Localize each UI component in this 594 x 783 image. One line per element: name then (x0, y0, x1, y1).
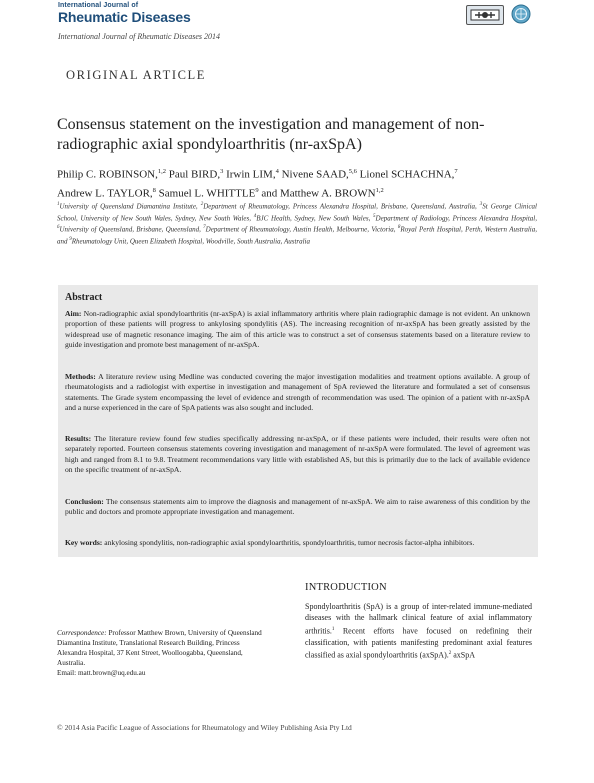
abstract-aim (65, 309, 530, 350)
copyright-footer: © 2014 Asia Pacific League of Associations for Rheumatology and Wiley Publishing Asia Pty Ltd (57, 723, 352, 732)
affil-number: 5 (373, 213, 376, 219)
correspondence-email: Email: matt.brown@uq.edu.au (57, 669, 146, 678)
author-name: and Matthew A. BROWN (261, 187, 376, 200)
affil-number: 2 (200, 202, 204, 207)
keywords-text: ankylosing spondylitis, non-radiographic axial spondyloarthritis, spondyloarthritis, tumor necrosis factor-alpha inhibitors. (104, 538, 475, 547)
affil-number: 7 (203, 225, 206, 231)
affil-text: Department of Rheumatology, Princess Alexandra Hospital, Brisbane, Queensland, Australia, (203, 202, 477, 211)
abstract-conclusion (65, 497, 530, 518)
abstract-aim-text: Non-radiographic axial spondyloarthritis (nr-axSpA) is axial inflammatory arthritis where plain radiographic damage is not evident. An unknown proportion of these patients will progress to ankylosing spondylitis (AS). The increasing recognition of nr-axSpA has been greatly assisted by the widespread use of magnetic resonance imaging. The aim of this article was to construct a set of consensus statements based on a literature review to guide investigation and promote best management of nr-axSpA. (65, 309, 530, 349)
author-name: Irwin LIM, (226, 168, 276, 181)
affil-text: Department of Rheumatology, Austin Health, Melbourne, Victoria, (205, 225, 396, 234)
correspondence-label: Correspondence: (57, 629, 107, 637)
journal-name-small: International Journal of (58, 2, 139, 9)
affil-number: 4 (253, 213, 257, 219)
article-type: ORIGINAL ARTICLE (66, 68, 206, 82)
author-name: Andrew L. TAYLOR, (57, 187, 153, 200)
affil-number: 3 (479, 202, 483, 207)
author-name: Paul BIRD, (168, 168, 221, 181)
affil-text: University of Queensland Diamantina Institute, (59, 202, 198, 211)
article-title: Consensus statement on the investigation and management of non-radiographic axial spondyloarthritis (nr-axSpA) (57, 116, 485, 153)
abstract-methods (65, 372, 530, 413)
introduction-text: axSpA (451, 650, 476, 660)
correspondence (57, 628, 267, 678)
author-list (57, 164, 557, 202)
citation-ref: 1 (331, 626, 335, 632)
author-affil-ref: 1,2 (157, 168, 166, 175)
journal-name: Rheumatic Diseases (58, 9, 191, 25)
league-logo-icon (466, 5, 504, 25)
author-affil-ref: 3 (220, 168, 224, 175)
abstract-results (65, 434, 530, 475)
affil-text: Rheumatology Unit, Queen Elizabeth Hospital, Woodville, South Australia, Australia (71, 237, 310, 246)
author-affil-ref: 9 (255, 187, 259, 195)
citation-ref: 2 (448, 650, 452, 656)
author-affil-ref: 8 (152, 187, 156, 195)
abstract-conclusion-text: The consensus statements aim to improve the diagnosis and management of nr-axSpA. We aim to raise awareness of this condition by the public and doctors and promote appropriate investigation and management. (65, 497, 530, 517)
introduction-text: Spondyloarthritis (SpA) is a group of inter-related immune-mediated diseases with the hallmark clinical feature of axial inflammatory arthritis. (305, 602, 532, 636)
abstract-conclusion-label: Conclusion: (65, 497, 104, 506)
affil-number: 9 (69, 236, 72, 242)
author-affil-ref: 7 (454, 168, 458, 175)
affil-text: Department of Radiology, Princess Alexandra Hospital, (375, 213, 538, 222)
author-affil-ref: 1,2 (375, 187, 384, 195)
globe-seal-icon (511, 4, 531, 24)
introduction-text: Recent efforts have focused on redefining their classification, with patients manifesting predominant axial features classified as axial spondyloarthritis (axSpA). (305, 626, 532, 660)
abstract-methods-text: A literature review using Medline was conducted covering the major investigation modalities and treatment options available. A group of rheumatologists and a radiologist with expertise in investigation and management of SpA reviewed the literature and formulated a set of consensus statements. The Grade system encompassing the level of evidence and strength of recommendation was used. The opinion of a patient with nr-axSpA and a nurse experienced in the care of SpA patients was also sought and included. (65, 372, 530, 412)
affil-number: 8 (397, 225, 401, 231)
affil-text: Royal Perth Hospital, Perth, Western Australia, and (57, 225, 538, 246)
affil-number: 6 (57, 225, 60, 231)
author-name: Philip C. ROBINSON, (57, 168, 158, 181)
affil-text: BJC Health, Sydney, New South Wales, (256, 213, 371, 222)
author-affil-ref: 4 (275, 168, 279, 175)
author-name: Lionel SCHACHNA, (359, 168, 455, 181)
correspondence-text: Professor Matthew Brown, University of Queensland Diamantina Institute, Translational Research Building, Princess Alexandra Hospital, 37 Kent Street, Woolloogabba, Queensland, Australia. (57, 629, 262, 668)
author-name: Samuel L. WHITTLE (158, 187, 256, 200)
introduction-body (305, 601, 532, 661)
keywords-label: Key words: (65, 538, 103, 547)
abstract-results-text: The literature review found few studies specifically addressing nr-axSpA, or if these patients were included, their results were often not separately reported. Fourteen consensus statements covering investigation and management of nr-axSpA were formulated. The level of agreement was high and ranged from 8.1 to 9.8. Treatment recommendations vary little with established AS, but this is primarily due to the lack of available evidence on the specific treatment of nr-axSpA. (65, 434, 531, 474)
affil-number: 1 (57, 202, 60, 207)
affil-text: St George Clinical School, University of New South Wales, Sydney, New South Wales, (57, 202, 537, 222)
abstract-results-label: Results: (65, 434, 92, 443)
abstract-methods-label: Methods: (65, 372, 96, 381)
abstract-heading: Abstract (65, 292, 103, 303)
affiliations (57, 200, 537, 247)
author-affil-ref: 5,6 (348, 168, 357, 175)
introduction-heading: INTRODUCTION (305, 582, 387, 593)
abstract-keywords (65, 538, 530, 548)
affil-text: University of Queensland, Brisbane, Queensland, (59, 225, 201, 234)
abstract-aim-label: Aim: (65, 309, 82, 318)
journal-citation-line: International Journal of Rheumatic Diseases 2014 (58, 32, 220, 41)
author-name: Nivene SAAD, (281, 168, 349, 181)
